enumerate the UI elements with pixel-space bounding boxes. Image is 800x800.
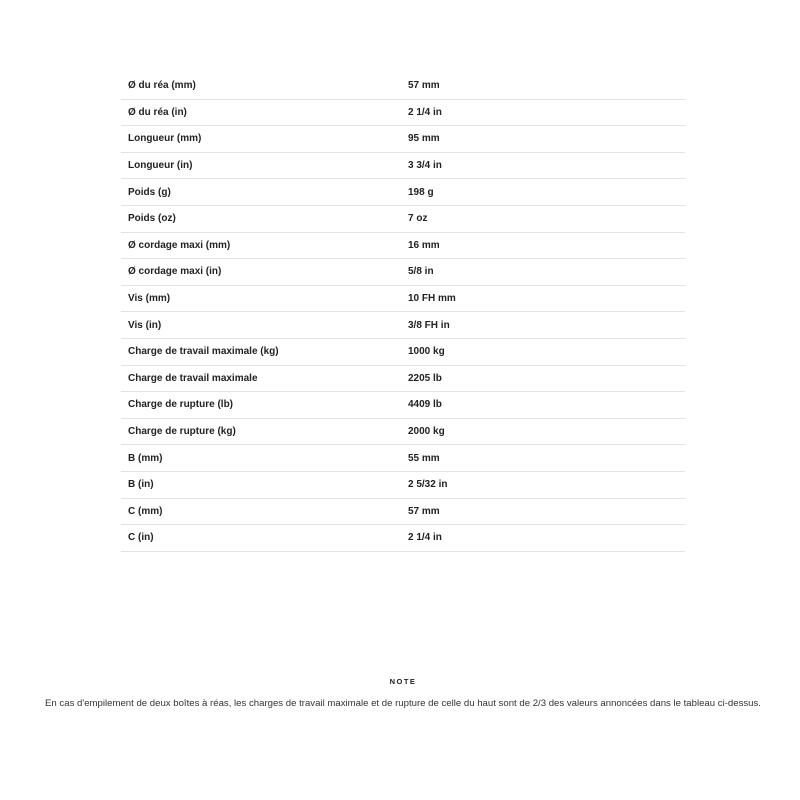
spec-row — [121, 285, 685, 312]
spec-label: Charge de rupture (lb) — [121, 392, 408, 419]
spec-value: 7 oz — [408, 205, 685, 232]
spec-value: 55 mm — [408, 445, 685, 472]
spec-label: Charge de travail maximale — [121, 365, 408, 392]
spec-row — [121, 418, 685, 445]
spec-row — [121, 179, 685, 206]
spec-value: 57 mm — [408, 498, 685, 525]
spec-value: 4409 lb — [408, 392, 685, 419]
spec-row — [121, 498, 685, 525]
spec-row — [121, 392, 685, 419]
spec-value: 2 1/4 in — [408, 525, 685, 552]
spec-row — [121, 152, 685, 179]
specifications-table-body — [121, 73, 685, 551]
spec-value: 16 mm — [408, 232, 685, 259]
spec-label: Ø cordage maxi (in) — [121, 259, 408, 286]
spec-label: Charge de rupture (kg) — [121, 418, 408, 445]
spec-label: Ø cordage maxi (mm) — [121, 232, 408, 259]
spec-label: Vis (mm) — [121, 285, 408, 312]
spec-label: Ø du réa (mm) — [121, 73, 408, 99]
spec-value: 2000 kg — [408, 418, 685, 445]
spec-label: Poids (g) — [121, 179, 408, 206]
spec-row — [121, 312, 685, 339]
spec-value: 2205 lb — [408, 365, 685, 392]
note-text: En cas d'empilement de deux boîtes à réas, les charges de travail maximale et de rupture de celle du haut sont de 2/3 des valeurs annoncées dans le tableau ci-dessus. — [45, 698, 761, 709]
spec-row — [121, 99, 685, 126]
spec-value: 198 g — [408, 179, 685, 206]
spec-row — [121, 471, 685, 498]
note-title: NOTE — [389, 677, 417, 686]
spec-row — [121, 126, 685, 153]
specifications-table — [121, 73, 685, 552]
spec-row — [121, 232, 685, 259]
spec-value: 5/8 in — [408, 259, 685, 286]
spec-value: 10 FH mm — [408, 285, 685, 312]
spec-row — [121, 73, 685, 99]
spec-label: Poids (oz) — [121, 205, 408, 232]
spec-label: Vis (in) — [121, 312, 408, 339]
spec-row — [121, 525, 685, 552]
spec-value: 3/8 FH in — [408, 312, 685, 339]
spec-label: B (mm) — [121, 445, 408, 472]
spec-label: Longueur (in) — [121, 152, 408, 179]
spec-row — [121, 445, 685, 472]
spec-label: B (in) — [121, 471, 408, 498]
spec-row — [121, 259, 685, 286]
spec-value: 95 mm — [408, 126, 685, 153]
spec-value: 2 5/32 in — [408, 471, 685, 498]
spec-label: Longueur (mm) — [121, 126, 408, 153]
spec-value: 3 3/4 in — [408, 152, 685, 179]
spec-row — [121, 365, 685, 392]
spec-value: 2 1/4 in — [408, 99, 685, 126]
spec-label: Ø du réa (in) — [121, 99, 408, 126]
spec-value: 57 mm — [408, 73, 685, 99]
spec-label: C (in) — [121, 525, 408, 552]
spec-label: C (mm) — [121, 498, 408, 525]
spec-row — [121, 205, 685, 232]
spec-value: 1000 kg — [408, 338, 685, 365]
spec-label: Charge de travail maximale (kg) — [121, 338, 408, 365]
spec-row — [121, 338, 685, 365]
